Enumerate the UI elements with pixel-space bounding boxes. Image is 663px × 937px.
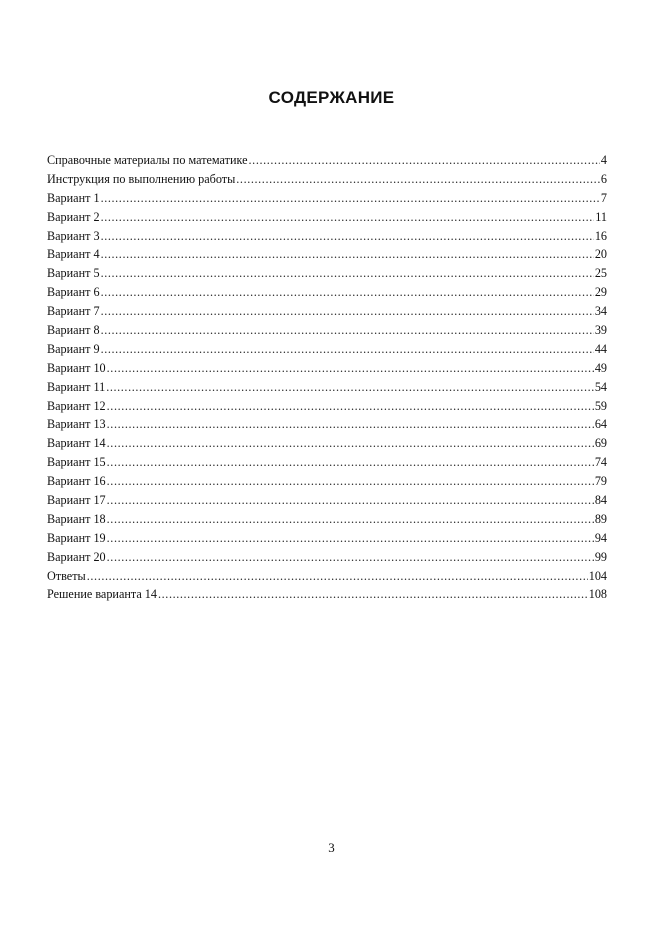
toc-dot-leader: [101, 264, 594, 283]
toc-entry-label: Вариант 16: [47, 474, 106, 489]
toc-entry: [47, 567, 607, 586]
toc-entry: [47, 189, 607, 208]
toc-dot-leader: [107, 510, 594, 529]
toc-dot-leader: [101, 189, 600, 208]
toc-dot-leader: [107, 434, 594, 453]
toc-entry-label: Вариант 15: [47, 455, 106, 470]
toc-entry-page: 20: [594, 247, 607, 262]
toc-dot-leader: [158, 585, 588, 604]
toc-dot-leader: [106, 378, 594, 397]
toc-entry-page: 29: [594, 285, 607, 300]
toc-entry-label: Вариант 1: [47, 190, 100, 205]
toc-entry-page: 99: [594, 549, 607, 564]
toc-entry-page: 11: [595, 209, 607, 224]
toc-dot-leader: [236, 170, 600, 189]
toc-dot-leader: [101, 245, 594, 264]
toc-entry-page: 6: [600, 171, 607, 186]
toc-entry: [47, 321, 607, 340]
toc-entry-page: 89: [594, 511, 607, 526]
toc-entry: [47, 151, 607, 170]
toc-entry: [47, 245, 607, 264]
toc-entry-label: Вариант 12: [47, 398, 106, 413]
toc-entry-page: 79: [594, 474, 607, 489]
toc-entry: [47, 434, 607, 453]
page-title: СОДЕРЖАНИЕ: [268, 88, 395, 107]
toc-entry-label: Вариант 6: [47, 285, 100, 300]
toc-entry-label: Вариант 4: [47, 247, 100, 262]
toc-entry-label: Вариант 13: [47, 417, 106, 432]
toc-entry-label: Вариант 11: [47, 379, 106, 394]
toc-entry: [47, 208, 607, 227]
toc-entry-page: 94: [594, 530, 607, 545]
toc-dot-leader: [107, 453, 594, 472]
toc-dot-leader: [249, 151, 600, 170]
toc-entry-label: Вариант 10: [47, 360, 106, 375]
toc-dot-leader: [101, 227, 594, 246]
toc-entry-page: 16: [594, 228, 607, 243]
toc-dot-leader: [87, 567, 588, 586]
toc-entry-page: 25: [594, 266, 607, 281]
toc-entry: [47, 453, 607, 472]
toc-entry-page: 7: [600, 190, 607, 205]
toc-entry: [47, 529, 607, 548]
toc-dot-leader: [107, 359, 594, 378]
toc-entry: [47, 491, 607, 510]
toc-entry: [47, 548, 607, 567]
toc-entry: [47, 472, 607, 491]
toc-entry-page: 4: [600, 153, 607, 167]
table-of-contents: [47, 151, 607, 604]
toc-entry: [47, 415, 607, 434]
toc-dot-leader: [101, 208, 595, 227]
toc-dot-leader: [101, 283, 594, 302]
toc-dot-leader: [107, 529, 594, 548]
toc-dot-leader: [101, 321, 594, 340]
toc-dot-leader: [101, 340, 594, 359]
toc-entry-label: Вариант 18: [47, 511, 106, 526]
toc-dot-leader: [107, 472, 594, 491]
toc-entry-page: 54: [594, 379, 607, 394]
toc-entry-page: 64: [594, 417, 607, 432]
toc-dot-leader: [107, 397, 594, 416]
toc-entry-label: Вариант 20: [47, 549, 106, 564]
toc-entry: [47, 397, 607, 416]
toc-entry-page: 59: [594, 398, 607, 413]
toc-entry-label: Вариант 14: [47, 436, 106, 451]
toc-entry: [47, 585, 607, 604]
toc-entry: [47, 359, 607, 378]
toc-dot-leader: [107, 548, 594, 567]
toc-entry: [47, 227, 607, 246]
toc-entry-label: Инструкция по выполнению работы: [47, 171, 236, 186]
toc-entry: [47, 510, 607, 529]
toc-entry-page: 74: [594, 455, 607, 470]
toc-dot-leader: [107, 491, 594, 510]
toc-entry-label: Вариант 19: [47, 530, 106, 545]
toc-entry: [47, 378, 607, 397]
toc-entry: [47, 170, 607, 189]
toc-entry-page: 44: [594, 341, 607, 356]
toc-entry-label: Вариант 5: [47, 266, 100, 281]
toc-entry-label: Решение варианта 14: [47, 587, 157, 602]
toc-entry-page: 84: [594, 493, 607, 508]
toc-entry-page: 108: [588, 587, 607, 602]
page-number: 3: [328, 840, 335, 855]
toc-entry-page: 104: [588, 568, 607, 583]
toc-dot-leader: [101, 302, 594, 321]
toc-entry-label: Справочные материалы по математике: [47, 153, 248, 167]
toc-entry: [47, 283, 607, 302]
toc-entry-label: Вариант 8: [47, 323, 100, 338]
toc-entry-label: Ответы: [47, 568, 86, 583]
toc-entry-page: 39: [594, 323, 607, 338]
toc-entry-label: Вариант 17: [47, 493, 106, 508]
toc-entry: [47, 264, 607, 283]
toc-entry-label: Вариант 9: [47, 341, 100, 356]
toc-entry-page: 49: [594, 360, 607, 375]
toc-entry-page: 69: [594, 436, 607, 451]
toc-entry-page: 34: [594, 304, 607, 319]
toc-entry-label: Вариант 2: [47, 209, 100, 224]
toc-entry: [47, 302, 607, 321]
toc-entry-label: Вариант 3: [47, 228, 100, 243]
toc-entry: [47, 340, 607, 359]
toc-dot-leader: [107, 415, 594, 434]
toc-entry-label: Вариант 7: [47, 304, 100, 319]
